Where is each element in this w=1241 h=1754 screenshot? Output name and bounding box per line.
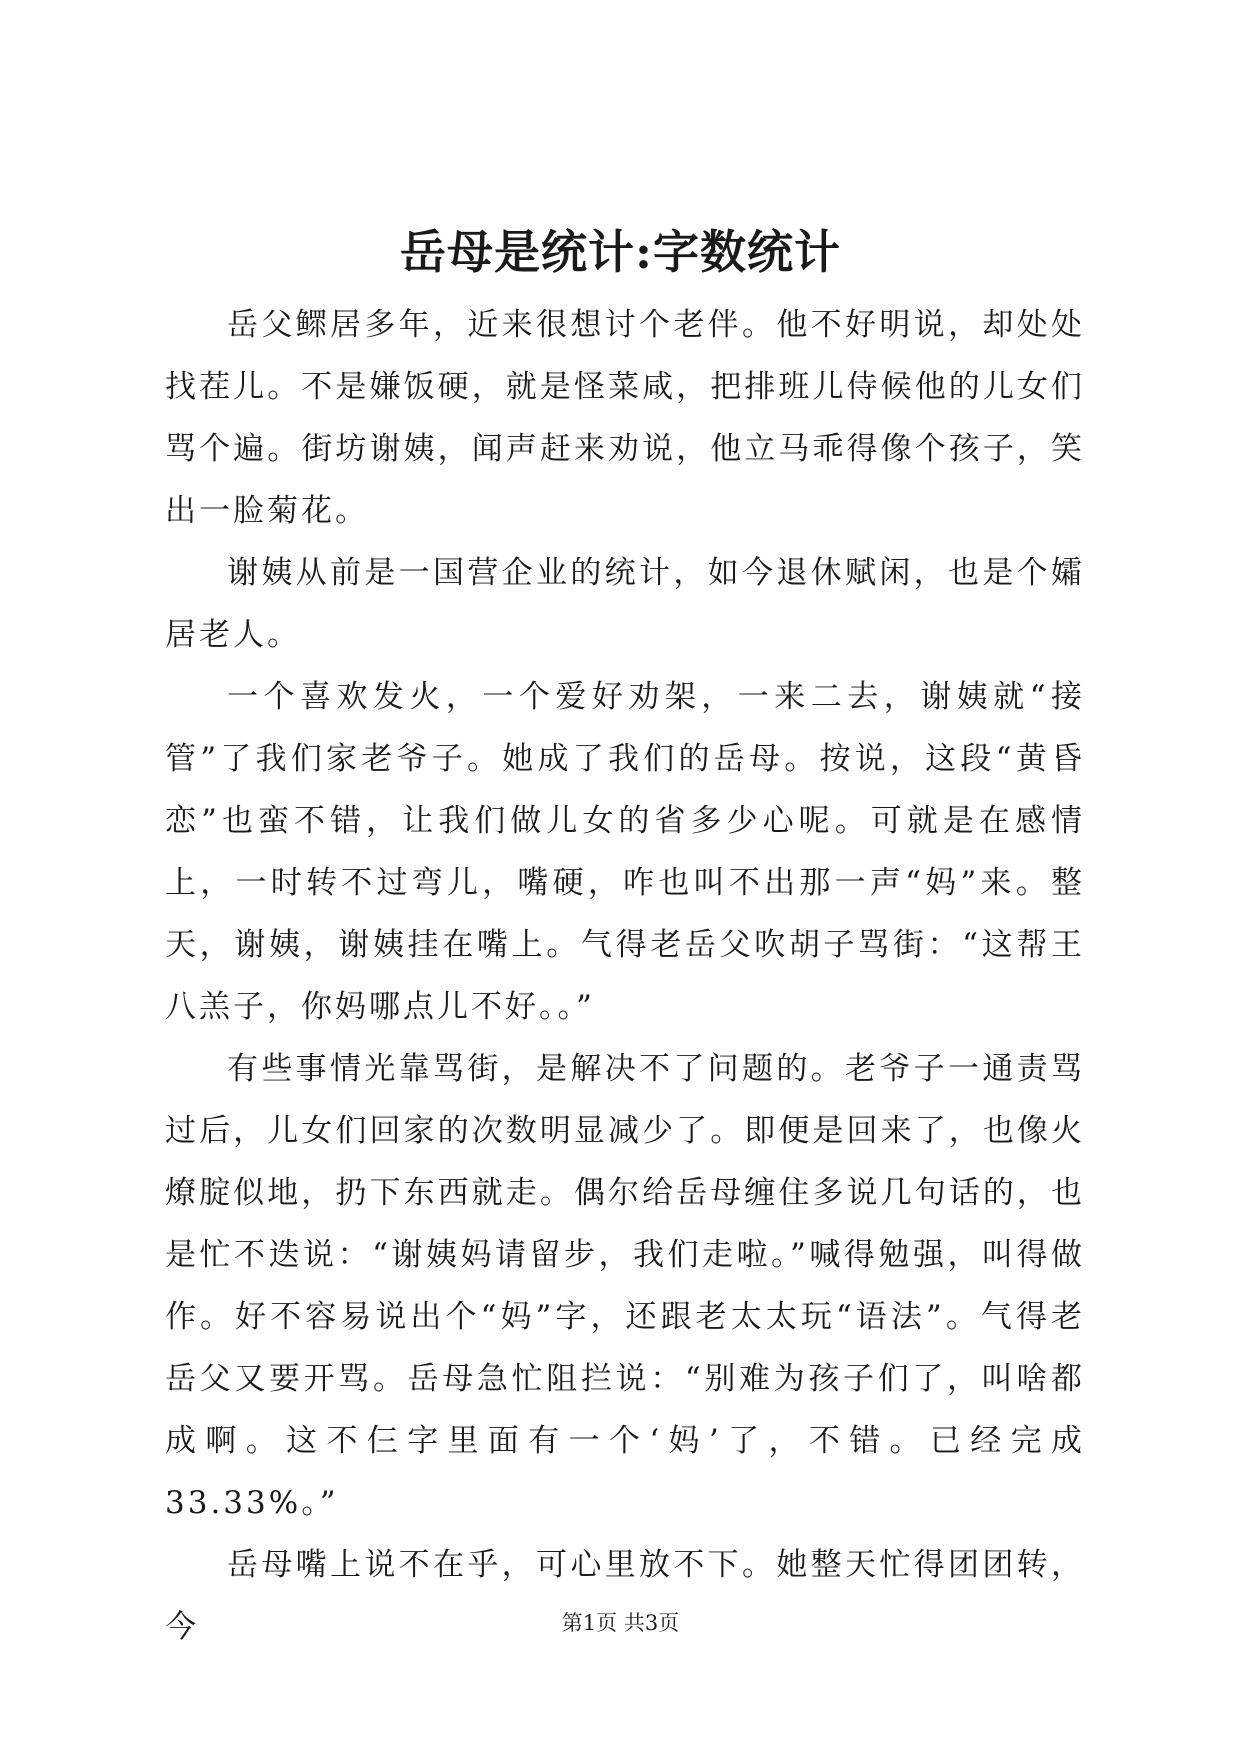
- document-title: 岳母是统计:字数统计: [400, 225, 841, 279]
- paragraph: 一个喜欢发火，一个爱好劝架，一来二去，谢姨就“接管”了我们家老爷子。她成了我们的岳母。按说，这段“黄昏恋”也蛮不错，让我们做儿女的省多少心呢。可就是在感情上，一时转不过弯儿，嘴硬，咋也叫不出那一声“妈”来。整天，谢姨，谢姨挂在嘴上。气得老岳父吹胡子骂街：“这帮王八羔子，你妈哪点儿不好。。”: [165, 679, 1085, 1025]
- paragraph: 有些事情光靠骂街，是解决不了问题的。老爷子一通责骂过后，儿女们回家的次数明显减少了。即便是回来了，也像火燎腚似地，扔下东西就走。偶尔给岳母缠住多说几句话的，也是忙不迭说：“谢姨妈请留步，我们走啦。”喊得勉强，叫得做作。好不容易说出个“妈”字，还跟老太太玩“语法”。气得老岳父又要开骂。岳母急忙阻拦说：“别难为孩子们了，叫啥都成啊。这不仨字里面有一个‘妈’了，不错。已经完成33.33%。”: [165, 1051, 1085, 1521]
- paragraph: 岳母嘴上说不在乎，可心里放不下。她整天忙得团团转，今: [165, 1547, 1085, 1645]
- paragraph: 谢姨从前是一国营企业的统计，如今退休赋闲，也是个孀居老人。: [165, 555, 1085, 653]
- paragraph: 岳父鳏居多年，近来很想讨个老伴。他不好明说，却处处找茬儿。不是嫌饭硬，就是怪菜咸，把排班儿侍候他的儿女们骂个遍。街坊谢姨，闻声赶来劝说，他立马乖得像个孩子，笑出一脸菊花。: [165, 307, 1085, 529]
- document-body: [165, 294, 1085, 1658]
- page-number-footer: 第1页 共3页: [561, 1611, 680, 1635]
